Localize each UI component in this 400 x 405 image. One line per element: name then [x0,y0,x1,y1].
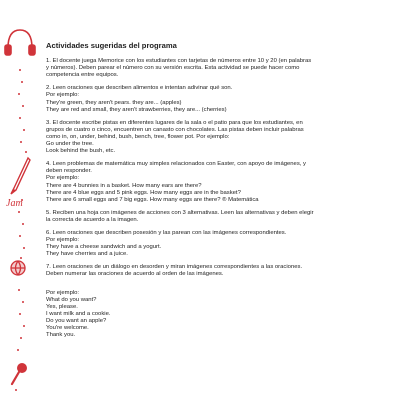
activity-line: There are 4 bunnies in a basket. How many ears are there? [46,182,202,189]
activity-line: 6. Leen oraciones que describen posesión y las parean con las imágenes correspondientes. [46,229,287,236]
headphones-icon [5,30,35,55]
dialogue-line: Do you want an apple? [46,317,107,324]
activity-line: Deben numerar las oraciones de acuerdo al orden de las imágenes. [46,271,224,278]
document-body [46,42,386,339]
sidebar-graphics [0,0,40,400]
activity-line: Por ejemplo: [46,237,80,244]
activity-line: grupos de cuatro o cinco, encuentren un canasto con chocolates. Las pistas deben incluir palabras [46,126,304,133]
activity-item-3 [46,120,386,155]
page-title: Actividades sugeridas del programa [46,41,177,50]
microphone-icon [12,363,27,384]
activity-item-2 [46,85,386,113]
activity-line: Look behind the bush, etc. [46,148,116,155]
dotted-trail [15,69,27,391]
dialogue-line: Thank you. [46,332,76,339]
activity-line: 2. Leen oraciones que describen alimentos e intentan adivinar qué son. [46,85,233,92]
activity-line: deben responder. [46,168,92,175]
dialogue-line: Yes, please. [46,303,78,310]
decorative-sidebar [0,0,40,400]
activity-item-6 [46,230,386,258]
activity-line: They have cherries and a juice. [46,251,128,258]
activity-line: 3. El docente escribe pistas en diferentes lugares de la sala o el patio para que los estudiantes, en [46,119,303,126]
activity-line: They have a cheese sandwich and a yogurt. [46,244,162,251]
dialogue-line: Por ejemplo: [46,289,80,296]
sidebar-label: Jam [6,198,23,209]
activity-item-4 [46,161,386,204]
activity-item-1 [46,58,386,79]
activity-line: y números). Deben parear el número con su versión escrita. Esta actividad se puede hacer como [46,65,300,72]
activity-line: 7. Leen oraciones de un diálogo en desorden y miran imágenes correspondientes a las oraciones. [46,264,303,271]
activity-line: 4. Leen problemas de matemática muy simples relacionados con Easter, con apoyo de imágenes, y [46,161,306,168]
activity-line: Por ejemplo: [46,92,80,99]
activity-line: 1. El docente juega Memorice con los estudiantes con tarjetas de números entre 10 y 20 (en palabras [46,58,312,65]
dialogue-line: I want milk and a cookie. [46,310,111,317]
activity-line: Go under the tree. [46,141,94,148]
dialogue-example [46,290,386,340]
activity-line: There are 6 small eggs and 7 big eggs. How many eggs are there? ® Matemática [46,196,259,203]
globe-icon [11,261,25,275]
activity-line: There are 4 blue eggs and 5 pink eggs. How many eggs are in the basket? [46,189,241,196]
activity-line: Por ejemplo: [46,175,80,182]
activity-line: competencia entre equipos. [46,72,119,79]
activity-line: They are red and small, they aren't strawberries, they are... (cherries) [46,106,227,113]
activity-line: They're green, they aren't pears. they are... (apples) [46,99,182,106]
dialogue-line: What do you want? [46,296,97,303]
activity-line: como in, on, under, behind, bush, bench, tree, flower pot. Por ejemplo: [46,133,230,140]
dialogue-line: You're welcome. [46,325,89,331]
activity-list [46,58,386,278]
activity-line: 5. Reciben una hoja con imágenes de acciones con 3 alternativas. Leen las alternativas y deben elegir [46,209,314,216]
activity-item-7 [46,264,386,278]
activity-item-5 [46,210,386,224]
activity-line: la correcta de acuerdo a la imagen. [46,216,139,223]
pencil-icon [11,158,30,194]
